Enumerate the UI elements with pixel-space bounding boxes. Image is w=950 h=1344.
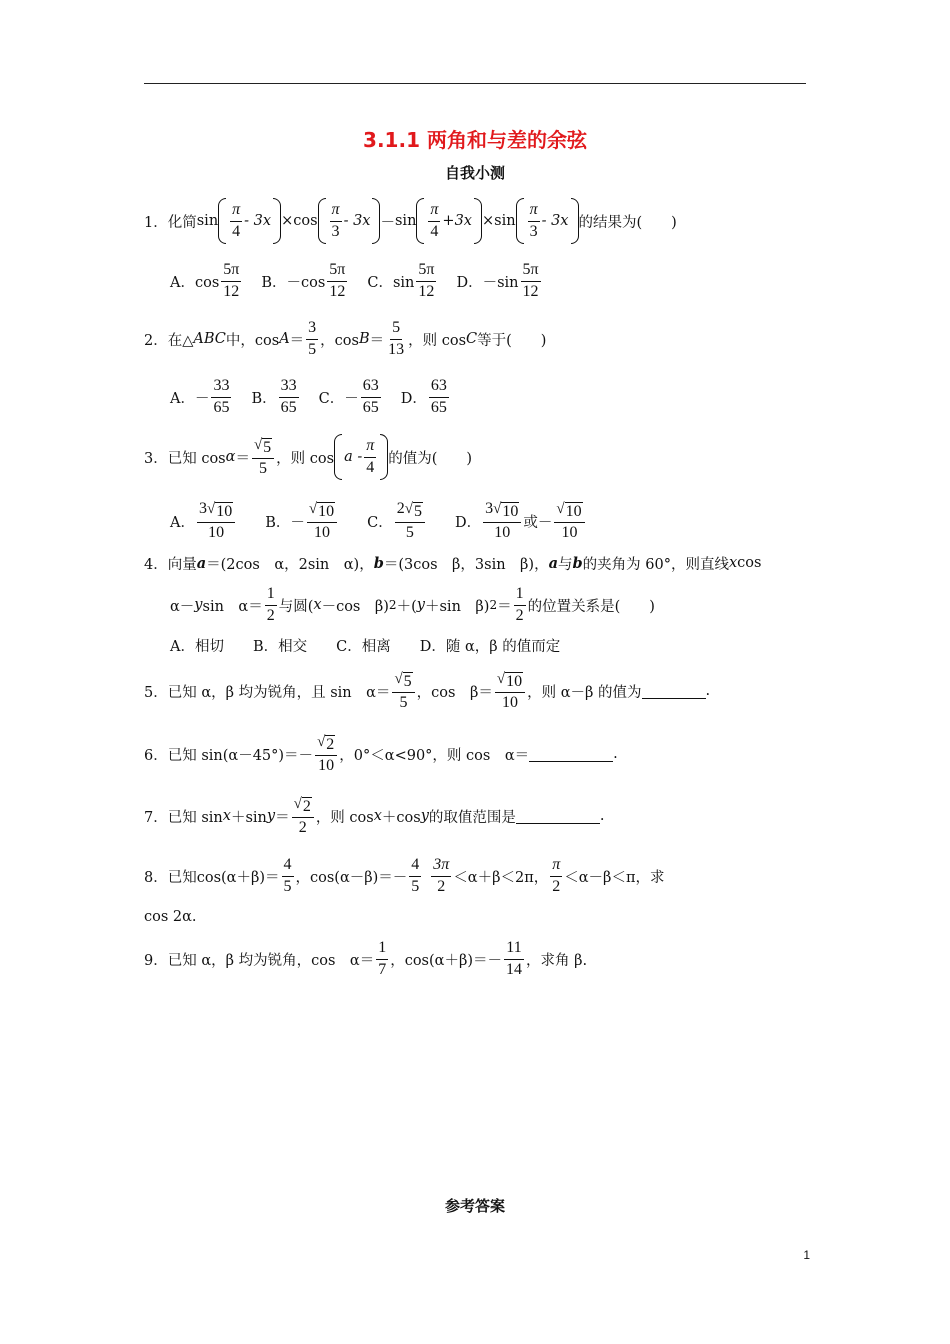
question-2-options: A．－ $\frac{33}{65}$ B． $\frac{33}{65}$ C．－ $\frac{63}{65}$ D． $\frac{63}{65}$ <box>170 377 447 416</box>
answer-blank[interactable] <box>516 809 600 824</box>
question-4-options: A．相切 B．相交 C．相离 D．随 α，β 的值而定 <box>170 638 561 655</box>
header-rule <box>144 83 806 84</box>
fraction: $\frac{\pi}{3}$ <box>529 201 538 240</box>
question-3-options: A． 3 √ 10 10 B．－ √ 10 10 C． 2 √ 5 5 D． 3 √ 10 10 或－ √ 10 10 <box>170 496 587 546</box>
page-title: 3.1.1 两角和与差的余弦 <box>363 128 587 152</box>
answer-heading: 参考答案 <box>444 1197 505 1215</box>
question-5: 5．已知 α，β 均为锐角，且 sin α＝ √ 5 5 ，cos β＝ √ 10 10 ，则 α－β 的值为 . <box>144 670 711 711</box>
section-subtitle: 自我小测 <box>444 164 505 182</box>
question-8-line-2: cos 2α. <box>144 909 197 925</box>
fraction: $\frac{\pi}{4}$ <box>430 201 439 240</box>
question-1: 1．化简 sin $\frac{\pi}{4}$ - 3x × cos $\frac{\pi}{3}$ - 3x － sin $\frac{\pi}{4}$ +3x × sin $\frac{\pi}{3}$ - 3x 的结果为( ) <box>144 196 677 246</box>
fraction: $\frac{\pi}{3}$ <box>331 201 340 240</box>
question-1-options: A．cos $\frac{5\pi}{12}$ B．－cos $\frac{5\pi}{12}$ C．sin $\frac{5\pi}{12}$ D．－sin $\frac{5\pi}{12}$ <box>170 261 539 300</box>
question-2: 2．在△ ABC 中，cos A ＝ $\frac{3}{5}$ ，cos B ＝ $\frac{5}{13}$ ，则 cos C 等于( ) <box>144 319 547 358</box>
question-6: 6．已知 sin(α－45°)＝－ √ 2 10 ，0°＜α<90°，则 cos α＝ . <box>144 733 618 774</box>
fraction: $\frac{\pi}{4}$ <box>232 201 241 240</box>
answer-blank[interactable] <box>529 747 613 762</box>
question-4-line-2: α－ y sin α＝ $\frac{1}{2}$ 与圆( x －cos β) 2 ＋( y ＋sin β) 2 ＝ $\frac{1}{2}$ 的位置关系是( ) <box>170 585 655 624</box>
question-4-line-1: 4．向量 a ＝(2cos α，2sin α)， b ＝(3cos β，3sin β)， a 与 b 的夹角为 60°，则直线 x cos <box>144 554 762 573</box>
question-3: 3．已知 cos α ＝ √ 5 5 ，则 cos a - $\frac{\pi}{4}$ 的值为( ) <box>144 432 472 482</box>
page-number: 1 <box>803 1248 810 1262</box>
answer-blank[interactable] <box>642 684 706 699</box>
question-7: 7．已知 sin x ＋sin y ＝ √ 2 2 ，则 cos x ＋cos y 的取值范围是 . <box>144 795 605 836</box>
question-8: 8．已知cos(α＋β)＝ $\frac{4}{5}$ ，cos(α－β)＝－ $\frac{4}{5}$ $\frac{3\pi}{2}$ ＜α＋β＜2π， $\frac{\pi}{2}$ ＜α－β＜π，求 <box>144 856 665 895</box>
question-9: 9．已知 α，β 均为锐角，cos α＝ $\frac{1}{7}$ ，cos(α＋β)＝－ $\frac{11}{14}$ ，求角 β. <box>144 939 588 978</box>
